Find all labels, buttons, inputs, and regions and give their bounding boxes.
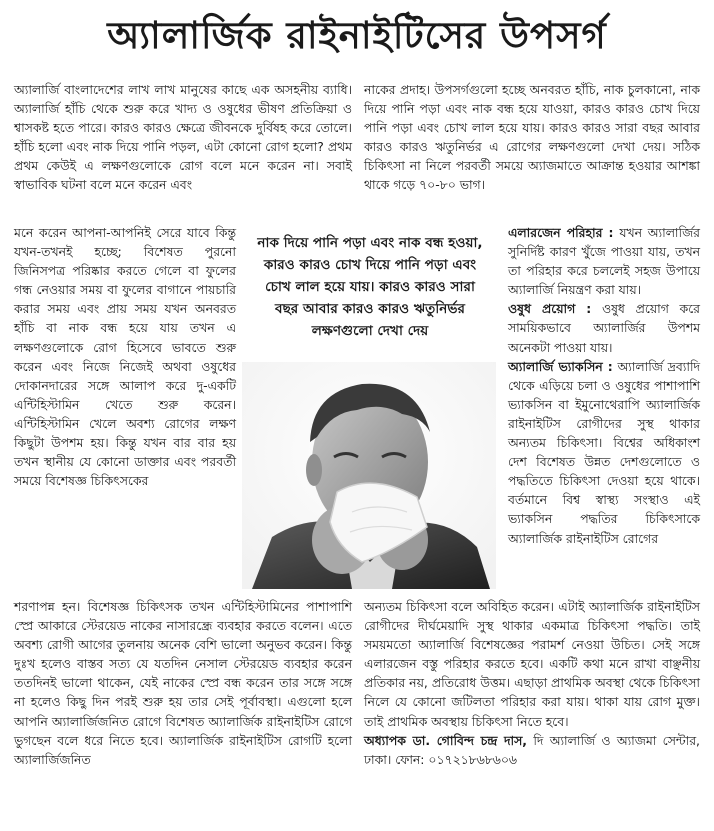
right-column-top <box>364 80 700 195</box>
treatment-paragraph: শরণাপন্ন হন। বিশেষজ্ঞ চিকিৎসক তখন এন্টিহিস্টামিনের পাশাপাশি স্প্রে আকারে স্টেরয়েড নাকের নাসারন্ধ্রে ব্যবহার করতে বলেন। এতে অবশ্য রোগী আগের তুলনায় অনেক বেশি ভালো অনুভব করেন। কিন্তু দুঃখ হলেও বাস্তব সত্য যে যতদিন নেসাল স্টেরয়েড ব্যবহার করেন ততদিনই ভালো থাকেন, যেই নাকের স্প্রে বন্ধ করেন তার সঙ্গে সঙ্গে না হলেও কিছু দিন পরই শুরু হয় তার সেই পূর্বাবস্থা। এগুলো হলে আপনি অ্যালার্জিজনিত রোগে বিশেষত অ্যালার্জিক রাইনাইটিস রোগে ভুগছেন বলে ধরে নিতে হবে। অ্যালার্জিক রাইনাইটিস রোগটি হলো অ্যালার্জিজনিত <box>14 599 352 767</box>
symptoms-list-paragraph: নাকের প্রদাহ। উপসর্গগুলো হচ্ছে অনবরত হাঁচি, নাক চুলকানো, নাক দিয়ে পানি পড়া এবং নাক বন্ধ হয়ে যাওয়া, কারও কারও চোখ দিয়ে পানি পড়া এবং চোখ লাল হয়ে যায়। কারও কারও সারা বছর আবার কারও কারও ঋতুনির্ভর এ রোগের লক্ষণগুলো দেখা দেয়। সঠিক চিকিৎসা না নিলে পরবর্তী সময়ে অ্যাজমাতে আক্রান্ত হওয়ার আশঙ্কা থাকে গড়ে ৭০-৮০ ভাগ। <box>364 82 700 193</box>
pull-quote: নাক দিয়ে পানি পড়া এবং নাক বন্ধ হওয়া, কারও কারও চোখ দিয়ে পানি পড়া এবং চোখ লাল হয়ে যায়। কারও কারও সারা বছর আবার কারও কারও ঋতুনির্ভর লক্ষণগুলো দেখা দেয় <box>257 235 483 339</box>
allergen-text: যখন অ্যালার্জির সুনির্দিষ্ট কারণ খুঁজে পাওয়া যায়, তখন তা পরিহার করে চললেই সহজ উপায়ে অ্যালার্জি নিয়ন্ত্রণ করা যায়। <box>508 225 700 298</box>
vaccine-text: অ্যালার্জি দ্রব্যাদি থেকে এড়িয়ে চলা ও ওষুধের পাশাপাশি ভ্যাকসিন বা ইমুনোথেরাপি অ্যালার্জিক রাইনাইটিস রোগীদের সুস্থ থাকার অন্যতম চিকিৎসা। বিশ্বের অধিকাংশ দেশ বিশেষত উন্নত দেশগুলোতে ও পদ্ধতিতে চিকিৎসা দেওয়া হয়ে থাকে। বর্তমানে বিশ্ব স্বাস্থ্য সংস্থাও এই ভ্যাকসিন পদ্ধতির চিকিৎসাকে অ্যালার্জিক রাইনাইটিস রোগের <box>508 358 700 546</box>
allergen-section <box>508 223 700 299</box>
conclusion-paragraph: অন্যতম চিকিৎসা বলে অবিহিত করেন। এটাই অ্যালার্জিক রাইনাইটিস রোগীদের দীর্ঘমেয়াদি সুস্থ থাকার একমাত্র চিকিৎসা পদ্ধতি। তাই সময়মতো অ্যালার্জি বিশেষজ্ঞের পরামর্শ নেওয়া উচিত। সেই সঙ্গে এলারজেন বস্তু পরিহার করতে হবে। একটি কথা মনে রাখা বাঞ্ছনীয় প্রতিকার নয়, প্রতিরোধ উত্তম। এছাড়া প্রাথমিক অবস্থা থেকে চিকিৎসা নিলে যে কোনো জটিলতা পরিহার করা যায়। থাকা যায় রোগ মুক্ত। তাই প্রাথমিক অবস্থায় চিকিৎসা নিতে হবে। <box>364 599 700 729</box>
medicine-section <box>508 299 700 356</box>
author-affiliation: দি অ্যালার্জি ও অ্যাজমা সেন্টার, ঢাকা। ফোন: ০১৭২১৮৬৮৬০৬ <box>364 732 700 767</box>
medicine-text: ওষুধ প্রয়োগ করে সাময়িকভাবে অ্যালার্জির উপশম অনেকটা পাওয়া যায়। <box>508 301 700 355</box>
left-column-intro <box>14 80 352 195</box>
article-headline: অ্যালার্জিক রাইনাইটিসের উপসর্গ <box>107 13 607 57</box>
sick-man-icon <box>242 362 496 589</box>
author-name: অধ্যাপক ডা. গোবিন্দ চন্দ্র দাস, <box>364 732 527 748</box>
man-blowing-nose-photo <box>242 362 496 589</box>
symptom-paragraph: মনে করেন আপনা-আপনিই সেরে যাবে কিন্তু যখন-তখনই হচ্ছে; বিশেষত পুরনো জিনিসপত্র পরিষ্কার করতে গেলে বা ফুলের গন্ধ নেওয়ার সময় বা ফুলের বাগানে পায়চারি করার সময় এবং প্রায় সময় যখন অনবরত হাঁচি বা নাক বন্ধ হয়ে যায় তখন এ লক্ষণগুলোকে রোগ হিসেবে ভাবতে শুরু করেন এবং নিজে নিজেই অথবা ওষুধের দোকানদারের সঙ্গে আলাপ করে দু-একটি এন্টিহিস্টামিন খেতে শুরু করেন। এন্টিহিস্টামিন খেলে অবশ্য রোগের লক্ষণ কিছুটা উপশম হয়। কিন্তু যখন বার বার হয় তখন স্থানীয় যে কোনো ডাক্তার এবং পরবর্তী সময়ে বিশেষজ্ঞ চিকিৎসকের <box>14 225 236 489</box>
medicine-heading: ওষুধ প্রয়োগ : <box>508 301 592 317</box>
right-column-narrow <box>508 223 700 548</box>
left-column-bottom <box>14 597 352 769</box>
intro-paragraph: অ্যালার্জি বাংলাদেশের লাখ লাখ মানুষের কাছে এক অসহনীয় ব্যাধি। অ্যালার্জি হাঁচি থেকে শুরু করে খাদ্য ও ওষুধের ভীষণ প্রতিক্রিয়া ও শ্বাসকষ্ট হতে পারে। কারও কারও ক্ষেত্রে জীবনকে দুর্বিষহ করে তোলে। হাঁচি হলো এবং নাক দিয়ে পানি পড়ল, এটা কোনো রোগ হলো? প্রথম প্রথম কেউই এ লক্ষণগুলোকে রোগ বলে মনে করেন না। সবাই স্বাভাবিক ঘটনা বলে মনে করেন এবং <box>14 82 352 193</box>
allergen-heading: এলারজেন পরিহার : <box>508 225 614 240</box>
left-column-narrow <box>14 223 236 490</box>
vaccine-section <box>508 357 700 548</box>
author-credit <box>364 731 700 769</box>
vaccine-heading: অ্যালার্জি ভ্যাকসিন : <box>508 358 613 374</box>
right-column-bottom <box>364 597 700 769</box>
